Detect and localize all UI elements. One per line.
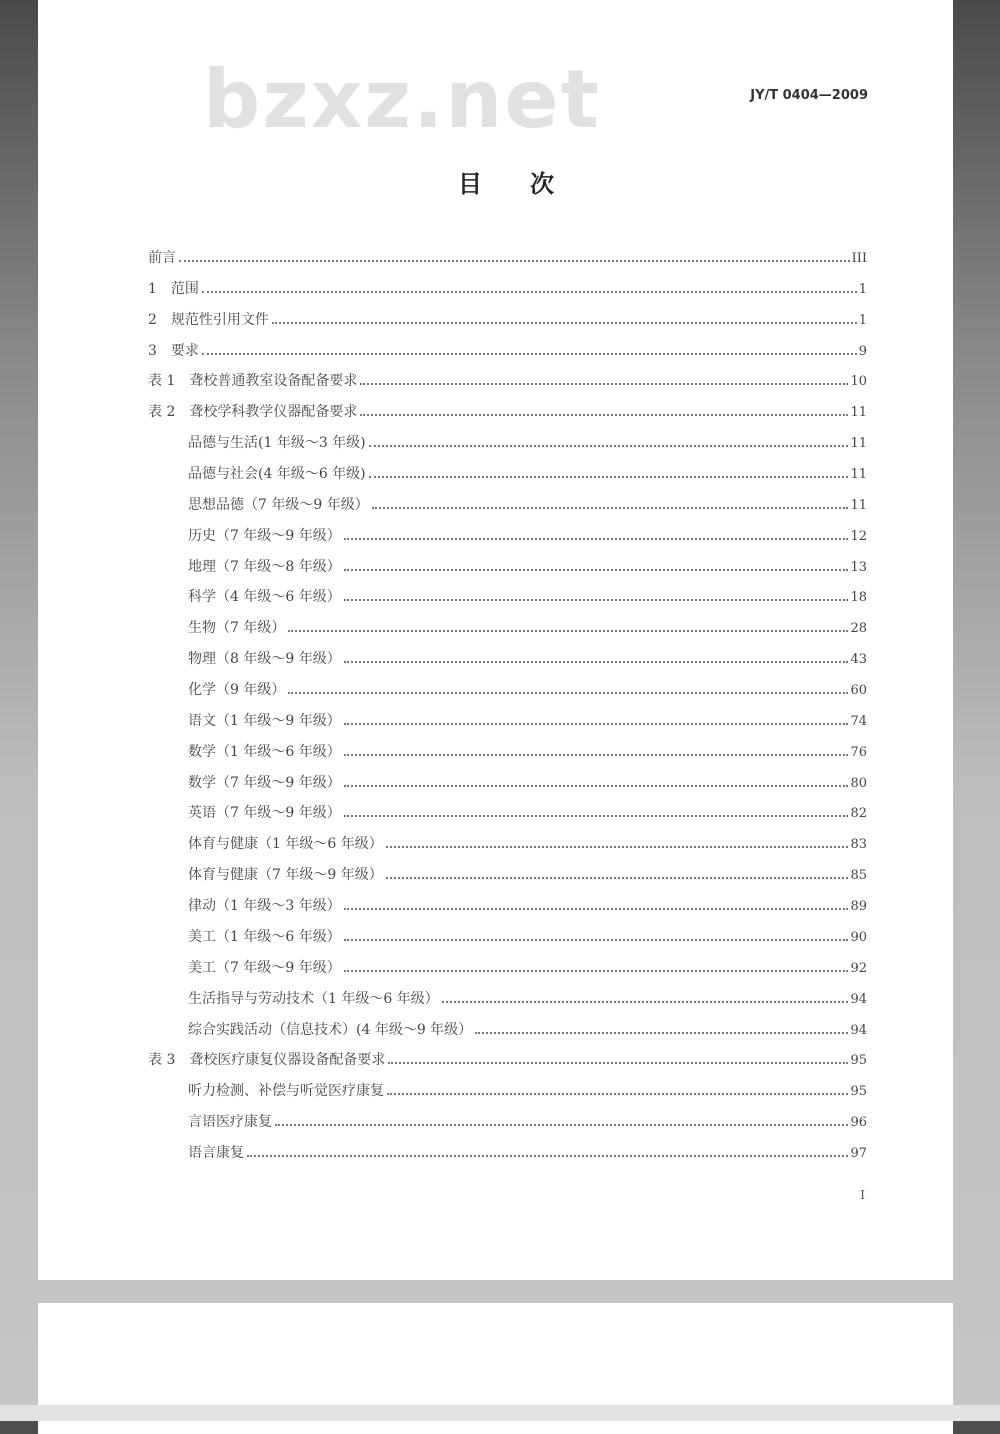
- toc-entry[interactable]: [148, 247, 867, 267]
- dot-leader: [442, 1001, 849, 1003]
- toc-entry-label: 综合实践活动（信息技术）(4 年级～9 年级）: [188, 1021, 473, 1038]
- dot-leader: [288, 630, 848, 632]
- dot-leader: [386, 846, 849, 848]
- dot-leader: [344, 569, 849, 571]
- toc-entry-label: 言语医疗康复: [188, 1114, 272, 1131]
- toc-entry-page: 74: [850, 713, 867, 729]
- toc-entry[interactable]: [188, 988, 867, 1008]
- toc-entry[interactable]: [148, 278, 867, 298]
- toc-entry[interactable]: [188, 648, 867, 668]
- toc-entry-page: 92: [850, 960, 867, 976]
- dot-leader: [344, 754, 849, 756]
- dot-leader: [344, 785, 849, 787]
- toc-entry[interactable]: [188, 556, 867, 576]
- dot-leader: [360, 383, 848, 385]
- toc-entry-page: 11: [850, 467, 867, 483]
- toc-entry-page: 96: [850, 1115, 867, 1131]
- dot-leader: [360, 414, 848, 416]
- toc-entry[interactable]: [188, 895, 867, 915]
- toc-entry[interactable]: [188, 1142, 867, 1162]
- toc-entry[interactable]: [148, 370, 867, 390]
- toc-entry-label: 2 规范性引用文件: [148, 311, 269, 328]
- dot-leader: [344, 970, 849, 972]
- dot-leader: [344, 908, 849, 910]
- dot-leader: [288, 692, 848, 694]
- toc-entry-label: 品德与社会(4 年级～6 年级): [188, 466, 366, 483]
- toc-entry[interactable]: [188, 679, 867, 699]
- document-page-2: [38, 1303, 953, 1405]
- toc-entry-page: 90: [850, 929, 867, 945]
- toc-entry-page: 95: [850, 1084, 867, 1100]
- toc-entry-label: 品德与生活(1 年级～3 年级): [188, 435, 366, 452]
- toc-entry-page: III: [851, 251, 867, 266]
- toc-entry-page: 85: [850, 868, 867, 884]
- toc-entry[interactable]: [188, 833, 867, 853]
- toc-entry[interactable]: [148, 309, 867, 329]
- dot-leader: [369, 445, 849, 447]
- toc-entry-page: 10: [850, 374, 867, 390]
- toc-entry-page: 89: [850, 899, 867, 915]
- next-page-edge: [0, 1421, 1000, 1434]
- toc-entry-label: 英语（7 年级～9 年级）: [188, 805, 341, 822]
- toc-entry-label: 体育与健康（7 年级～9 年级）: [188, 867, 383, 884]
- dot-leader: [369, 476, 849, 478]
- toc-entry-label: 听力检测、补偿与听觉医疗康复: [188, 1083, 384, 1100]
- toc-entry-label: 生活指导与劳动技术（1 年级～6 年级）: [188, 990, 439, 1007]
- toc-entry-label: 数学（7 年级～9 年级）: [188, 774, 341, 791]
- toc-entry-page: 94: [850, 991, 867, 1007]
- toc-entry[interactable]: [188, 586, 867, 606]
- dot-leader: [386, 877, 849, 879]
- standard-number: JY/T 0404—2009: [750, 88, 868, 103]
- dot-leader: [344, 939, 849, 941]
- toc-entry[interactable]: [148, 340, 867, 360]
- toc-entry-page: 95: [850, 1053, 867, 1069]
- toc-entry-label: 3 要求: [148, 342, 199, 359]
- toc-entry-label: 思想品德（7 年级～9 年级）: [188, 496, 369, 513]
- toc-entry[interactable]: [188, 1080, 867, 1100]
- document-page-1: [38, 0, 953, 1280]
- toc-entry[interactable]: [188, 802, 867, 822]
- toc-entry-page: 43: [850, 652, 867, 668]
- toc-entry-page: 28: [850, 621, 867, 637]
- dot-leader: [388, 1062, 848, 1064]
- toc-entry-label: 美工（1 年级～6 年级）: [188, 928, 341, 945]
- toc-entry[interactable]: [148, 1049, 867, 1069]
- toc-entry-label: 地理（7 年级～8 年级）: [188, 558, 341, 575]
- dot-leader: [344, 815, 849, 817]
- toc-entry-label: 数学（1 年级～6 年级）: [188, 743, 341, 760]
- dot-leader: [372, 507, 849, 509]
- dot-leader: [275, 1124, 848, 1126]
- toc-entry-page: 97: [850, 1145, 867, 1161]
- toc-entry[interactable]: [188, 617, 867, 637]
- dot-leader: [475, 1032, 848, 1034]
- toc-entry-label: 1 范围: [148, 280, 199, 297]
- toc-entry[interactable]: [188, 957, 867, 977]
- toc-entry[interactable]: [188, 494, 867, 514]
- toc-entry-page: 11: [850, 497, 867, 513]
- toc-entry[interactable]: [188, 1019, 867, 1039]
- page-title: 目次: [458, 170, 602, 198]
- toc-entry-label: 体育与健康（1 年级～6 年级）: [188, 836, 383, 853]
- toc-entry-label: 科学（4 年级～6 年级）: [188, 589, 341, 606]
- toc-entry-label: 生物（7 年级）: [188, 620, 286, 637]
- dot-leader: [387, 1093, 848, 1095]
- toc-entry[interactable]: [188, 463, 867, 483]
- toc-entry-page: 94: [850, 1022, 867, 1038]
- toc-entry-page: 9: [858, 343, 867, 359]
- toc-entry-label: 律动（1 年级～3 年级）: [188, 898, 341, 915]
- toc-entry-label: 表 2 聋校学科教学仪器配备要求: [148, 404, 358, 421]
- watermark: bzxz.net: [203, 53, 601, 146]
- toc-entry-page: 13: [850, 559, 867, 575]
- toc-entry[interactable]: [188, 710, 867, 730]
- dot-leader: [272, 322, 857, 324]
- toc-entry[interactable]: [188, 772, 867, 792]
- toc-entry-label: 语言康复: [188, 1144, 244, 1161]
- toc-entry[interactable]: [188, 432, 867, 452]
- toc-entry-label: 表 3 聋校医疗康复仪器设备配备要求: [148, 1052, 386, 1069]
- toc-entry-page: 11: [850, 436, 867, 452]
- dot-leader: [247, 1155, 848, 1157]
- page-folio: I: [860, 1188, 865, 1202]
- toc-entry-page: 82: [850, 806, 867, 822]
- toc-entry-page: 18: [850, 590, 867, 606]
- toc-entry-label: 历史（7 年级～9 年级）: [188, 527, 341, 544]
- dot-leader: [202, 353, 857, 355]
- toc-entry-page: 11: [850, 405, 867, 421]
- toc-entry-page: 76: [850, 744, 867, 760]
- dot-leader: [344, 538, 849, 540]
- dot-leader: [344, 661, 849, 663]
- horizontal-scrollbar[interactable]: [0, 1405, 1000, 1421]
- toc-entry-page: 1: [858, 312, 867, 328]
- toc-entry[interactable]: [188, 926, 867, 946]
- toc-entry-page: 83: [850, 837, 867, 853]
- toc-entry[interactable]: [188, 1111, 867, 1131]
- toc-entry-page: 60: [850, 683, 867, 699]
- toc-entry-label: 化学（9 年级）: [188, 682, 286, 699]
- toc-entry-label: 表 1 聋校普通教室设备配备要求: [148, 373, 358, 390]
- toc-entry[interactable]: [148, 401, 867, 421]
- toc-entry-page: 80: [850, 775, 867, 791]
- toc-entry-page: 1: [858, 281, 867, 297]
- toc-entry[interactable]: [188, 864, 867, 884]
- toc-entry[interactable]: [188, 741, 867, 761]
- toc-entry-label: 美工（7 年级～9 年级）: [188, 959, 341, 976]
- toc-entry[interactable]: [188, 525, 867, 545]
- dot-leader: [344, 599, 849, 601]
- toc-entry-label: 语文（1 年级～9 年级）: [188, 712, 341, 729]
- dot-leader: [179, 260, 850, 262]
- dot-leader: [202, 291, 857, 293]
- dot-leader: [344, 723, 849, 725]
- toc-entry-label: 前言: [148, 250, 176, 266]
- toc-entry-page: 12: [850, 528, 867, 544]
- toc-entry-label: 物理（8 年级～9 年级）: [188, 651, 341, 668]
